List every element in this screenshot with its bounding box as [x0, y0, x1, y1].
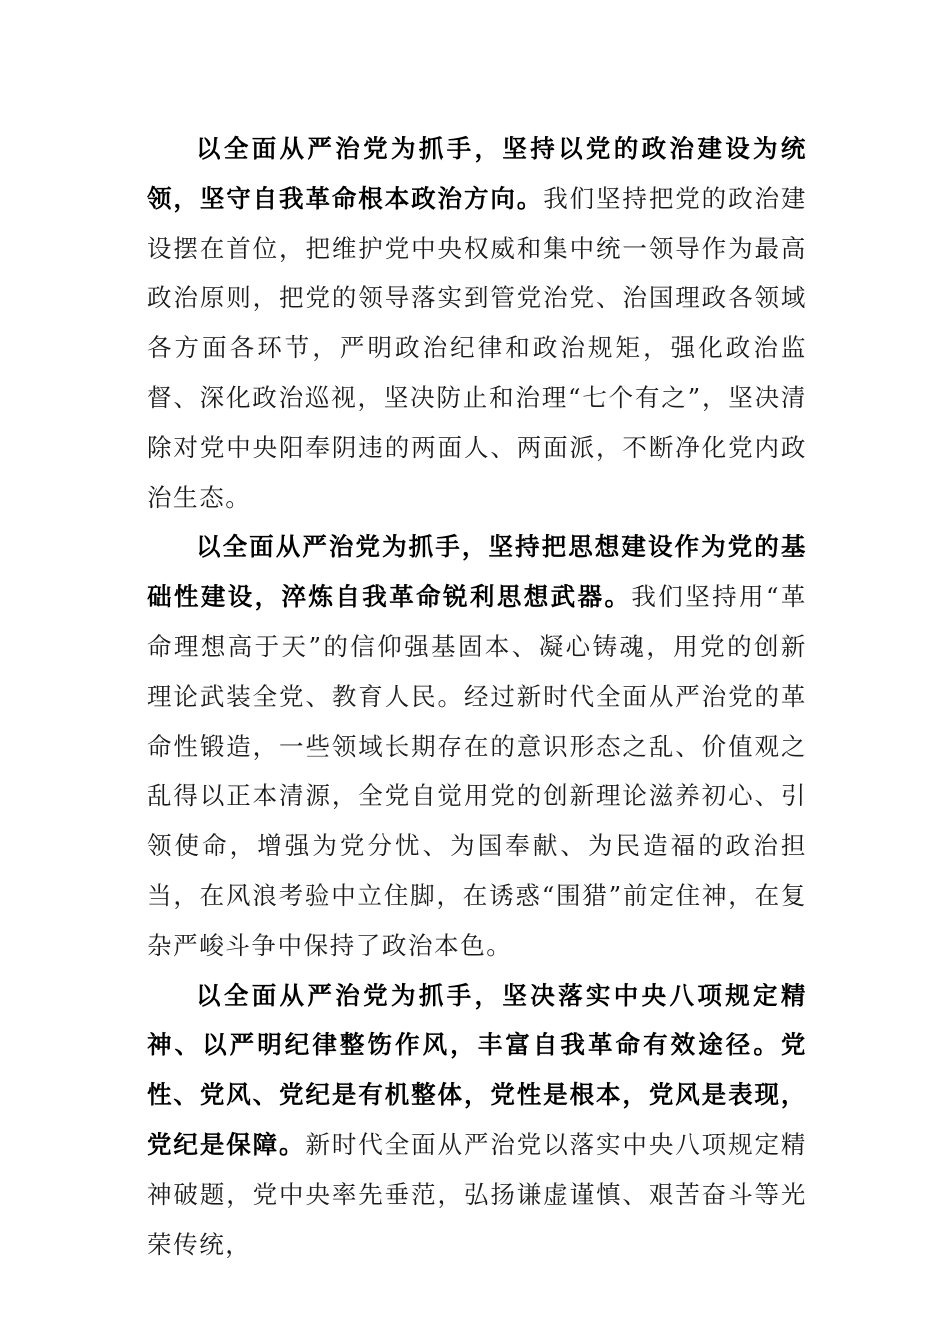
paragraph-body-text: 我们坚持把党的政治建设摆在首位，把维护党中央权威和集中统一领导作为最高政治原则，把党的领导落实到管党治党、治国理政各领域各方面各环节，严明政治纪律和政治规矩，强化政治监督、深化政治巡视，坚决防止和治理“七个有之”，坚决清除对党中央阳奉阴违的两面人、两面派，不断净化党内政治生态。 [147, 183, 807, 512]
paragraph-lead-sentence: 以全面从严治党为抓手，坚持以党的政治建设为统领，坚守自我革命根本政治方向。 [147, 134, 807, 213]
document-body [147, 124, 807, 1269]
paragraph-ideological-building [147, 522, 807, 970]
paragraph-lead-sentence: 以全面从严治党为抓手，坚持把思想建设作为党的基础性建设，淬炼自我革命锐利思想武器。 [147, 532, 807, 612]
paragraph-eight-point-rules [147, 971, 807, 1270]
paragraph-lead-sentence: 以全面从严治党为抓手，坚决落实中央八项规定精神、以严明纪律整饬作风，丰富自我革命有效途径。党性、党风、党纪是有机整体，党性是根本，党风是表现，党纪是保障。 [147, 980, 807, 1159]
paragraph-body-text: 我们坚持用“革命理想高于天”的信仰强基固本、凝心铸魂，用党的创新理论武装全党、教育人民。经过新时代全面从严治党的革命性锻造，一些领域长期存在的意识形态之乱、价值观之乱得以正本清源，全党自觉用党的创新理论滋养初心、引领使命，增强为党分忧、为国奉献、为民造福的政治担当，在风浪考验中立住脚，在诱惑“围猎”前定住神，在复杂严峻斗争中保持了政治本色。 [147, 582, 807, 960]
paragraph-political-building [147, 124, 807, 522]
paragraph-body-text: 新时代全面从严治党以落实中央八项规定精神破题，党中央率先垂范，弘扬谦虚谨慎、艰苦奋斗等光荣传统， [147, 1129, 807, 1259]
